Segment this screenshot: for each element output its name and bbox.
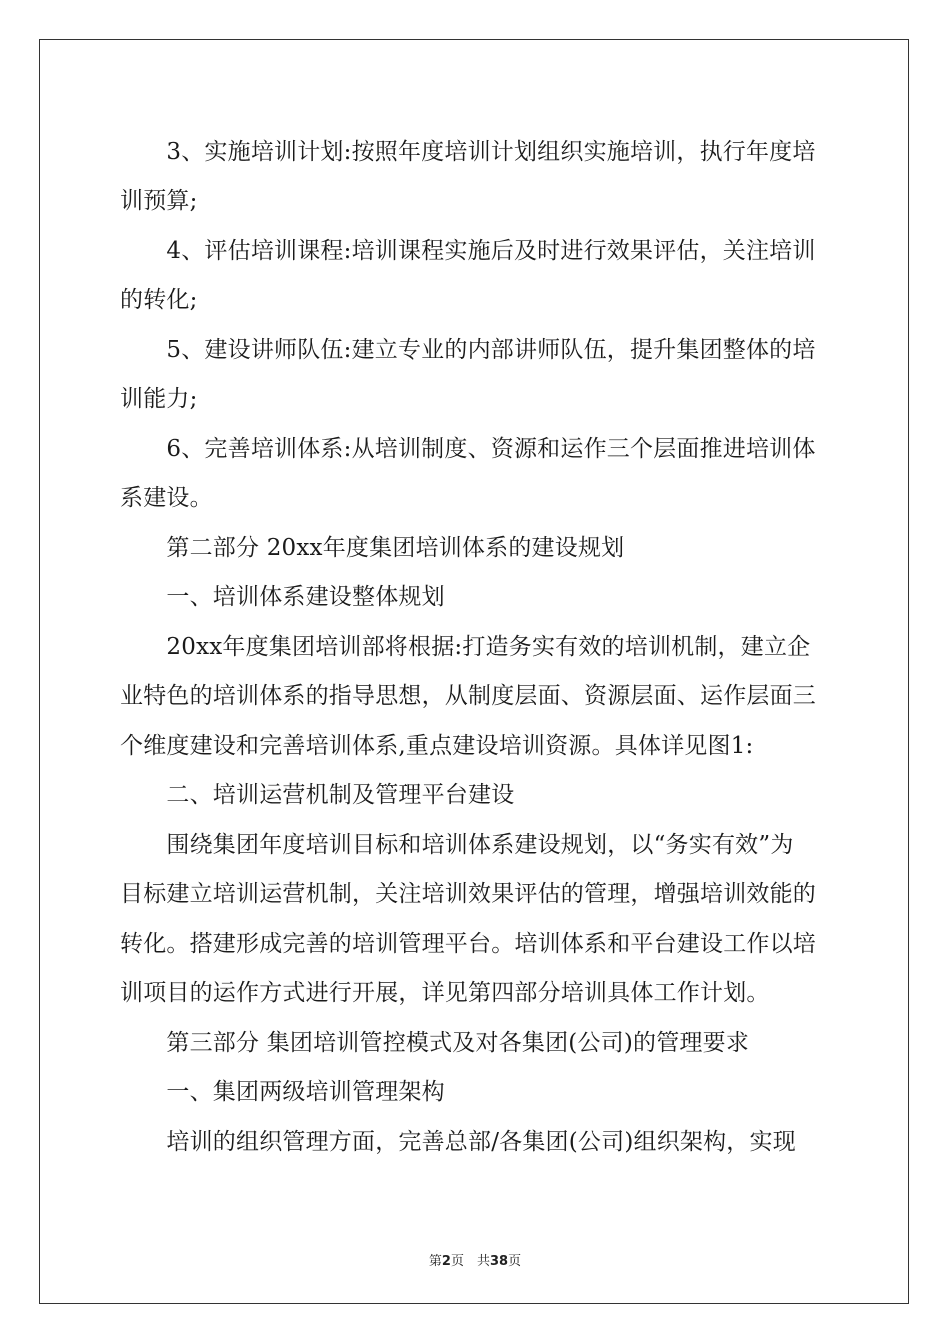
page-border <box>39 39 909 1304</box>
text-line: 的转化; <box>120 287 198 313</box>
section-heading: 第三部分 集团培训管控模式及对各集团(公司)的管理要求 <box>120 1030 750 1056</box>
text-line: 训项目的运作方式进行开展，详见第四部分培训具体工作计划。 <box>120 980 770 1006</box>
subsection-heading: 二、培训运营机制及管理平台建设 <box>120 782 515 808</box>
text-line: 系建设。 <box>120 485 213 511</box>
footer-mid: 页 共 <box>450 1254 490 1269</box>
text-line: 个维度建设和完善培训体系,重点建设培训资源。具体详见图1: <box>120 733 754 759</box>
current-page-number: 2 <box>441 1254 451 1269</box>
section-heading: 第二部分 20xx年度集团培训体系的建设规划 <box>120 535 625 561</box>
footer-suffix: 页 <box>508 1254 522 1269</box>
subsection-heading: 一、培训体系建设整体规划 <box>120 584 445 610</box>
text-line: 训能力; <box>120 386 198 412</box>
text-line: 转化。搭建形成完善的培训管理平台。培训体系和平台建设工作以培 <box>120 931 816 957</box>
text-line: 目标建立培训运营机制，关注培训效果评估的管理，增强培训效能的 <box>120 881 816 907</box>
page-footer <box>0 1250 950 1269</box>
text-line: 3、实施培训计划:按照年度培训计划组织实施培训，执行年度培 <box>120 139 816 165</box>
text-line: 训预算; <box>120 188 198 214</box>
text-line: 20xx年度集团培训部将根据:打造务实有效的培训机制，建立企 <box>120 634 811 660</box>
total-pages: 38 <box>489 1254 509 1269</box>
text-line: 5、建设讲师队伍:建立专业的内部讲师队伍，提升集团整体的培 <box>120 337 816 363</box>
text-line: 业特色的培训体系的指导思想，从制度层面、资源层面、运作层面三 <box>120 683 816 709</box>
text-line: 围绕集团年度培训目标和培训体系建设规划，以“务实有效”为 <box>120 832 794 858</box>
text-line: 6、完善培训体系:从培训制度、资源和运作三个层面推进培训体 <box>120 436 816 462</box>
text-line: 4、评估培训课程:培训课程实施后及时进行效果评估，关注培训 <box>120 238 816 264</box>
text-line: 培训的组织管理方面，完善总部/各集团(公司)组织架构，实现 <box>120 1129 796 1155</box>
subsection-heading: 一、集团两级培训管理架构 <box>120 1079 445 1105</box>
footer-prefix: 第 <box>428 1254 442 1269</box>
